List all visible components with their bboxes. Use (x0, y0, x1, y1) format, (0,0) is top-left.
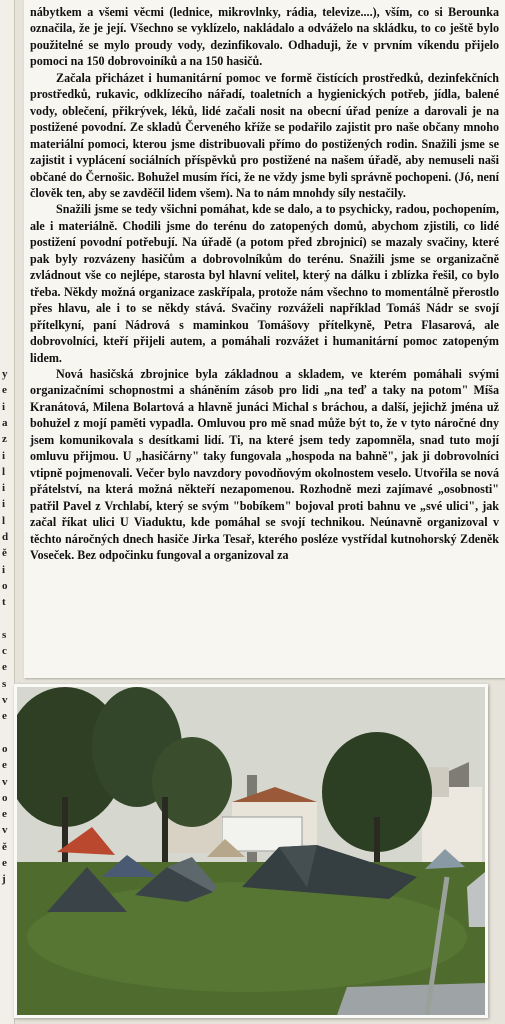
fragment-glyph: j (2, 873, 6, 886)
paragraph-1: nábytkem a všemi věcmi (lednice, mikrovlnky, rádia, televize....), vším, co si Berounka označila, že je její. Všechno se vyklízelo, nakládalo a odváželo na skládku, to co ještě bylo použitelné se mylo proudy vody, dezinfikovalo. Odhaduji, že v prvním víkendu přijelo pomoci na 150 dobrovoiníků a na 150 hasičů. (30, 5, 499, 69)
fragment-glyph: o (2, 791, 8, 804)
adjacent-page-fragment (0, 0, 15, 1024)
fragment-glyph: e (2, 857, 7, 869)
fragment-glyph: v (2, 824, 8, 837)
fragment-glyph: ě (2, 547, 7, 560)
paragraph-3: Snažili jsme se tedy všichni pomáhat, kde se dalo, a to psychicky, radou, pochopením, ale i materiálně. Chodili jsme do terénu do zatopených domů, abychom zjistili, co lidé postižení povodní potřebují. Na úřadě (a potom před zbrojnicí) se mazaly svačiny, které pak byly rozvázeny hasičům a dobrovolníkům do terénu. Snažili jsme se organizačně zvládnout vše co nejlépe, starosta byl hlavní velitel, který na dálku i zblízka řešil, co bylo třeba. Někdy možná organizace zaskřípala, protože nám všechno to momentálně přerostlo přes hlavu, ale i to se někdy stává. Svačiny rozváželi například Tomáš Nádr se svojí přítelkyní, paní Nádrová s maminkou Tomášovy přítelkyně, Petra Flasarová, ale dobrovolníci, kteří přijeli autem, a pomáhali rozvážet i humanitární pomoc zatopeným lidem. (30, 202, 499, 365)
fragment-glyph: v (2, 694, 8, 706)
fragment-glyph: e (2, 710, 7, 723)
paragraph-2: Začala přicházet i humanitární pomoc ve formě čistících prostředků, dezinfekčních prostředků, rukavic, odklízecího nářadí, toaletních a hygienických potřeb, jídla, balené vody, oblečení, přikrývek, léků, lidé začali nosit na obecní úřad peníze a darovali je na postižené povodní. Ze skladů Červeného kříže se podařilo zajistit pro naše občany mnoho materiální pomoci, kterou jsme distribuovali přímo do postižených rodin. Snažili jsme se zajistit i vyplácení sociálních příspěvků pro postižené na našem úřadě, aby nemuseli naši občané do Černošic. Bohužel musím říci, že ne vždy jsme byli správně pochopeni. (Jó, není člověk ten, aby se zavděčil lidem všem). Na to nám mnohdy síly nestačily. (30, 70, 499, 200)
fragment-glyph: c (2, 645, 7, 658)
fragment-glyph: i (2, 400, 6, 413)
newspaper-clipping (24, 0, 505, 678)
paragraph-4: Nová hasičská zbrojnice byla základnou a skladem, ve kterém pomáhali svými organizačními schopnostmi a sháněním zásob pro lidi „na teď a taky na potom" Míša Kranátová, Milena Bolartová a hlavně junáci Michal s bráchou, a další, jejichž jména už bohužel z mojí paměti vypadla. Omluvou pro mě snad může být to, že v tyto náročné dny jsem komunikovala s desítkami lidí. Ti, na které jsem tedy zapomněla, snad tuto mojí omluvu přijmou. U „hasičárny" taky fungovala „hospoda na bahně", jak ji dobrovolníci vtipně pojmenovali. Večer bylo navzdory povodňovým okolnostem veselo. Utvořila se nová přátelství, na která možná někteří nezapomenou. Rozhodně mezi zajímavé „osobnosti" patřil Pavel z Vrchlabí, který se svým "bobíkem" bojoval proti bahnu ve „své ulici", jak začal říkat ulici U Viaduktu, kde pomáhal se svojí technikou. Neúnavně organizoval v těchto náročných dnech hasiče Jirka Tesař, kterého posléze vystřídal kutnohorský Zdeněk Voseček. Bez odpočinku fungoval a organizoval za (30, 366, 499, 562)
camp-scene-image (17, 687, 485, 1015)
fragment-glyph: e (2, 661, 7, 674)
fragment-glyph: s (2, 677, 7, 690)
fragment-glyph: a (2, 416, 8, 429)
fragment-glyph: d (2, 531, 9, 543)
fragment-glyph: s (2, 628, 7, 641)
fragment-glyph: ě (2, 840, 7, 853)
fragment-glyph: e (2, 384, 7, 397)
car (337, 983, 485, 1015)
fragment-glyph: v (2, 775, 8, 788)
camp-photo (14, 684, 488, 1018)
fragment-glyph: o (2, 579, 8, 592)
fragment-glyph: z (2, 433, 7, 446)
fragment-glyph: e (2, 759, 7, 772)
fragment-glyph: l (2, 514, 6, 527)
fragment-glyph: e (2, 808, 7, 821)
fragment-glyph: o (2, 742, 8, 755)
fragment-glyph: i (2, 482, 6, 495)
fragment-glyph: i (2, 563, 6, 576)
fragment-glyph: i (2, 449, 6, 462)
fragment-glyph: t (2, 596, 6, 609)
fragment-glyph: y (2, 368, 8, 380)
fragment-glyph: l (2, 465, 6, 478)
fragment-glyph: i (2, 498, 6, 511)
